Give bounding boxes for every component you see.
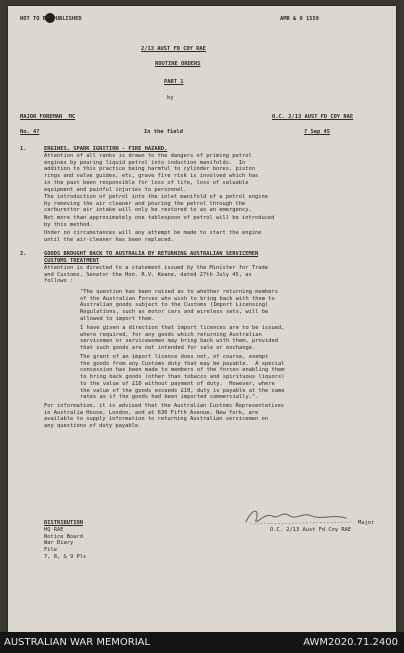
section-2-subtitle: CUSTOMS TREATMENT <box>44 258 100 264</box>
section-1-title: ENGINES, SPARK IGNITION - FIRE HAZARD. <box>44 146 168 152</box>
distribution-item: Notice Board <box>44 533 83 540</box>
section-1-paragraph-2: The introduction of petrol into the inlet manifold of a petrol engine by removing the air cleaner and pouring the petrol through the carburettor air intake will only be restored to as an emergency. <box>44 194 268 214</box>
section-2-paragraph-1: Attention is directed to a statement issued by the Minister for Trade and Customs, Senator the Hon. R.V. Keane, dated 27th July 45, as follows : <box>44 265 268 285</box>
section-1-paragraph-3: Not more than approximately one tablespoon of petrol will be introduced by this method. <box>44 215 275 228</box>
distribution-item: 7, 8, & 9 Pls <box>44 553 87 560</box>
section-1-paragraph-1: Attention of all ranks is drawn to the dangers of priming petrol engines by pouring liquid petrol into induction manifolds. In addition to this practice being harmful to cylinder bores, piston rings and valve guides, etc, grave fire risk is involved which has in the past been responsible for loss of life, loss of valuable equipment and painful injuries to personnel. <box>44 153 259 193</box>
reference-number: AMR & O 1559 <box>280 16 319 22</box>
issuer-name: MAJOR FOREMAN MC <box>20 114 76 120</box>
section-2-paragraph-2: For information, it is advised that the Australian Customs Representatives in Australia House, London, and at 630 Fifth Avenue, New York, are available to supply information to returning Australian servicemen on any questions of duty payable. <box>44 403 285 430</box>
quote-paragraph-1: "The question has been raised as to whether returning members of the Australian Forces who wish to bring back with them to Australian goods subject to the Customs (Import Licensing) Regulations, such as motor cars and wireless sets, will be allowed to import them. <box>80 289 278 322</box>
quote-paragraph-2: I have given a direction that import licences are to be issued, where required, for any goods which returning Australian servicemen or servicewomen may bring back with them, provided that such goods are not intended for sale or exchange. <box>80 325 285 352</box>
by-label: by <box>167 95 174 101</box>
distribution-item: File <box>44 547 57 554</box>
issuer-role: O.C. 2/13 AUST FD COY RAE <box>272 114 354 120</box>
archive-footer <box>0 632 404 653</box>
archive-name: AUSTRALIAN WAR MEMORIAL <box>4 637 151 648</box>
signature <box>242 504 362 528</box>
quote-paragraph-3: The grant of an import licence does not, of course, exempt the goods from any Customs duty that may be payable. A special concession has been made to members of the forces enabling them to bring back goods (other than tobacco and spirituous liquors) to the value of £10 without payment of duty. However, where the value of the goods exceeds £10, duty is payable at the same rates as if the goods had been imported commercially.". <box>80 354 285 401</box>
section-1-number: 1. <box>20 146 27 152</box>
distribution-item: War Diary <box>44 540 74 547</box>
signatory-role: O.C. 2/13 Aust Fd Coy RAE <box>270 527 352 533</box>
section-2-title: GOODS BROUGHT BACK TO AUSTRALIA BY RETURNING AUSTRALIAN SERVICEMEN <box>44 251 259 257</box>
signatory-rank: Major <box>358 520 375 526</box>
unit-heading: 2/13 AUST FD COY RAE <box>141 46 206 52</box>
distribution-title: DISTRIBUTION <box>44 520 83 526</box>
order-date: 7 Sep 45 <box>304 129 330 135</box>
order-number: No. 47 <box>20 129 40 135</box>
section-2-number: 2. <box>20 251 27 257</box>
archive-accession-number: AWM2020.71.2400 <box>303 637 398 648</box>
order-location: In the field <box>144 129 183 135</box>
distribution-list <box>44 527 86 561</box>
part-label: PART 1 <box>164 79 184 85</box>
section-1-paragraph-4: Under no circumstances will any attempt be made to start the engine until the air-cleaner has been replaced. <box>44 230 262 243</box>
document-page <box>8 6 396 632</box>
classification-marking: NOT TO BE PUBLISHED <box>20 16 82 22</box>
orders-title: ROUTINE ORDERS <box>155 61 201 67</box>
distribution-item: HQ RAE <box>44 527 64 533</box>
